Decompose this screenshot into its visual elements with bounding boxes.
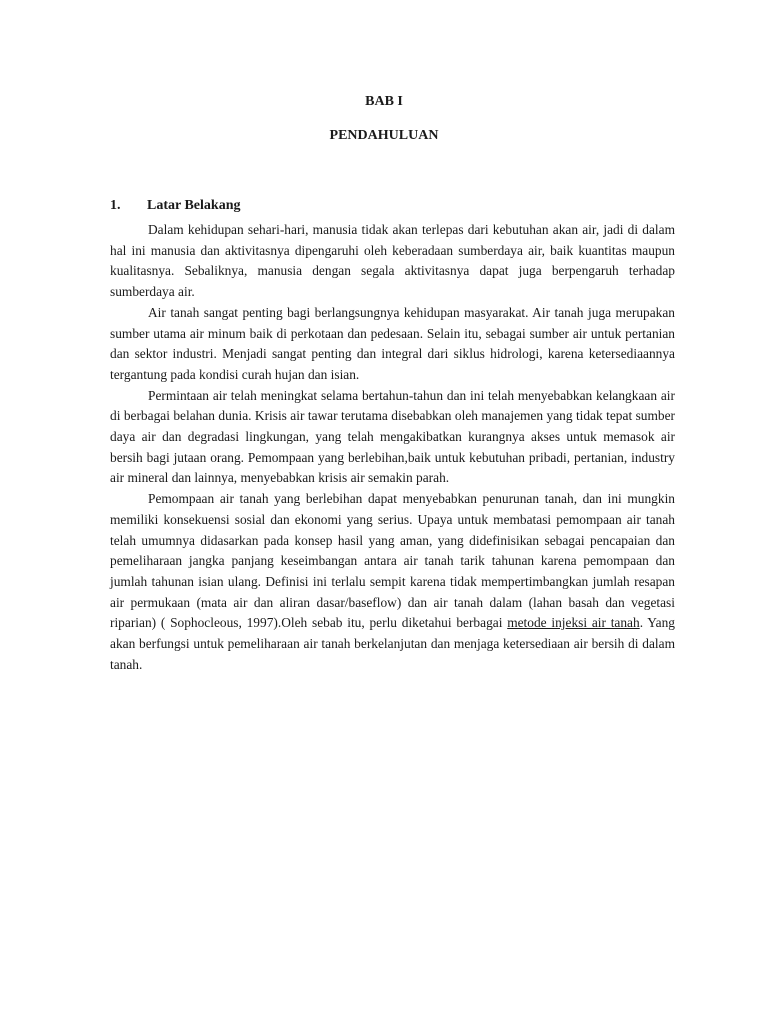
paragraph-3: Permintaan air telah meningkat selama bertahun-tahun dan ini telah menyebabkan kelangkaan air di berbagai belahan dunia. Krisis air tawar terutama disebabkan oleh manajemen yang tidak tepat sumber daya air dan degradasi lingkungan, yang telah mengakibatkan kurangnya akses untuk memasok air bersih bagi jutaan orang. Pemompaan yang berlebihan,baik untuk kebutuhan pribadi, pertanian, industry air mineral dan lainnya, menyebabkan krisis air semakin parah.: [110, 387, 675, 486]
paragraph-1: Dalam kehidupan sehari-hari, manusia tidak akan terlepas dari kebutuhan akan air, jadi di dalam hal ini manusia dan aktivitasnya dipengaruhi oleh keberadaan sumberdaya air, baik kuantitas maupun kualitasnya. Sebaliknya, manusia dengan segala aktivitasnya dapat juga berpengaruh terhadap sumberdaya air.: [110, 222, 675, 300]
inline-link-metode-injeksi[interactable]: metode injeksi air tanah: [507, 615, 640, 631]
section-number: 1.: [110, 198, 121, 213]
section-title: Latar Belakang: [147, 198, 241, 213]
chapter-number: BAB I: [365, 94, 403, 109]
paragraph-4: [110, 489, 675, 675]
body-text: [110, 220, 675, 675]
paragraph-4-text-before: Pemompaan air tanah yang berlebihan dapat menyebabkan penurunan tanah, dan ini mungkin memiliki konsekuensi sosial dan ekonomi yang serius. Upaya untuk membatasi pemompaan air tanah telah umumnya didasarkan pada konsep hasil yang aman, yang didefinisikan sebagai pencapaian dan pemeliharaan jangka panjang keseimbangan antara air tanah tarik tahunan karena pemompaan dan jumlah tahunan isian ulang. Definisi ini terlalu sempit karena tidak mempertimbangkan jumlah resapan air permukaan (mata air dan aliran dasar/baseflow) dan air tanah dalam (lahan basah dan vegetasi riparian) ( Sophocleous, 1997).Oleh sebab itu, perlu diketahui berbagai: [110, 491, 675, 631]
paragraph-4-text-after: . Yang akan berfungsi untuk pemeliharaan air tanah berkelanjutan dan menjaga ketersediaan air bersih di dalam tanah.: [110, 615, 675, 672]
section-heading: [110, 198, 240, 214]
paragraph-2: Air tanah sangat penting bagi berlangsungnya kehidupan masyarakat. Air tanah juga merupakan sumber utama air minum baik di perkotaan dan pedesaan. Selain itu, sebagai sumber air untuk pertanian dan sektor industri. Menjadi sangat penting dan integral dari siklus hidrologi, karena ketersediaannya tergantung pada kondisi curah hujan dan isian.: [110, 304, 675, 382]
chapter-title: PENDAHULUAN: [329, 128, 439, 143]
